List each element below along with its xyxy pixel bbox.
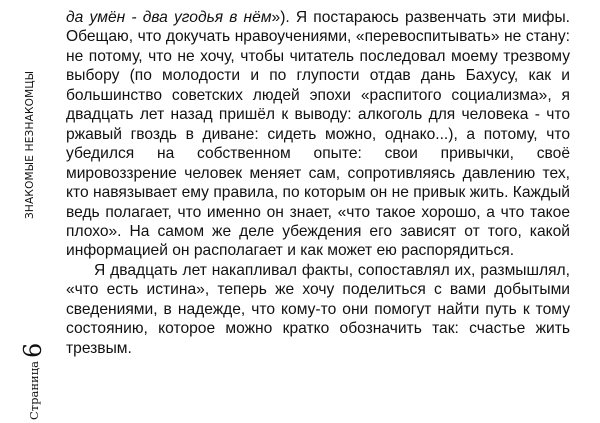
- paragraph-1: [66, 8, 570, 261]
- page-number: 6: [19, 342, 47, 359]
- running-header-title: ЗНАКОМЫЕ НЕЗНАКОМЦЫ: [24, 70, 36, 219]
- page-word: Страница: [27, 361, 41, 420]
- body-text: [66, 8, 570, 358]
- paragraph-1-text: »). Я постараюсь развенчать эти мифы. Обещаю, что докучать нравоучениями, «перевоспитывать» не стану: не потому, что не хочу, чтобы читатель последовал моему трезвому выбору (по молодости и по глупости отдав дань Бахусу, как и большинство советских людей эпохи «распитого социализма», я двадцать лет назад пришёл к выводу: алкоголь для человека - что ржавый гвоздь в диване: сидеть можно, однако...), а потому, что убедился на собственном опыте: свои привычки, своё мировоззрение человек меняет сам, сопротивляясь давлению тех, кто навязывает ему правила, по которым он не привык жить. Каждый ведь полагает, что именно он знает, «что такое хорошо, а что такое плохо». На самом же деле убеждения его зависят от того, какой информацией он располагает и как может ею распорядиться.: [66, 9, 570, 260]
- paragraph-2: Я двадцать лет накапливал факты, сопоставлял их, размышлял, «что есть истина», теперь же хочу поделиться с вами добытыми сведениями, в надежде, что кому-то они помогут найти путь к тому состоянию, которое можно кратко обозначить так: счастье жить трезвым.: [66, 261, 570, 357]
- page-number-label: [20, 330, 46, 420]
- paragraph-1-italic-lead: да умён - два угодья в нём: [66, 9, 272, 26]
